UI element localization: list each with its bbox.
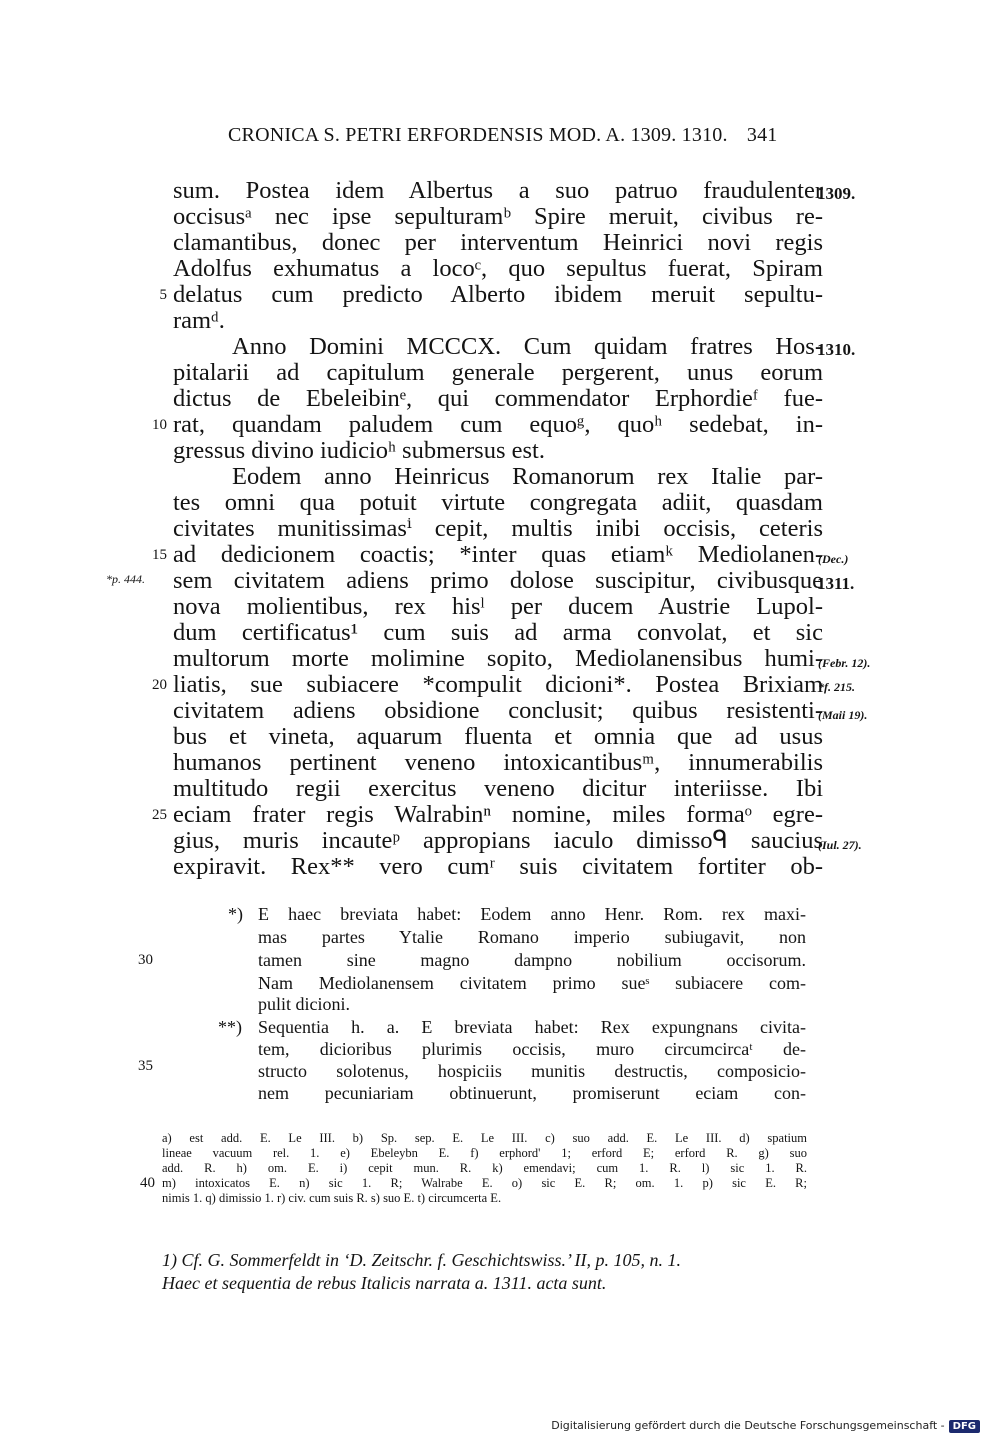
apparatus-line: m) intoxicatos E. n) sic 1. R; Walrabe E. o) sic E. R; om. 1. p) sic E. R; [162,1176,807,1190]
text-line: bus et vineta, aquarum fluenta et omnia que ad usus [173,723,823,750]
text-line: dum certificatus¹ cum suis ad arma convolat, et sic [173,619,823,646]
text-line: humanos pertinent veneno intoxicantibusᵐ, innumerabilis [173,749,823,776]
page-number: 341 [746,124,778,146]
text-line: gressus divino iudicioʰ submersus est. [173,437,545,464]
line-number: 10 [152,417,167,433]
footnote-line: tem, dicioribus plurimis occisis, muro circumcircaᵗ de- [258,1039,806,1059]
text-line: nova molientibus, rex hisˡ per ducem Austrie Lupol- [173,593,823,620]
header-title: CRONICA S. PETRI ERFORDENSIS MOD. A. 1309. 1310. [228,124,728,146]
line-number: 20 [152,677,167,693]
margin-date: (Febr. 12). [818,656,871,670]
margin-year: 1311. [817,574,855,593]
text-line: dictus de Ebeleibinᵉ, qui commendator Erphordieᶠ fue- [173,385,823,412]
text-line: rat, quandam paludem cum equoᵍ, quoʰ sedebat, in- [173,411,823,438]
text-line: gius, muris incauteᵖ appropians iaculo dimissoᑫ saucius [173,827,823,854]
text-line: multitudo regii exercitus veneno dicitur interiisse. Ibi [173,775,823,802]
line-number: 30 [138,952,153,968]
line-number: 40 [140,1175,155,1191]
margin-year: 1310. [817,340,856,359]
text-line: Adolfus exhumatus a locoᶜ, quo sepultus fuerat, Spiram [173,255,823,282]
apparatus-line: nimis 1. q) dimissio 1. r) civ. cum suis R. s) suo E. t) circumcerta E. [162,1191,502,1205]
text-line: sum. Postea idem Albertus a suo patruo fraudulenter [173,177,823,204]
text-line: civitatem adiens obsidione conclusit; quibus resistenti- [173,697,823,724]
text-line: pitalarii ad capitulum generale pergerent, unus eorum [173,359,823,386]
text-line: Anno Domini MCCCX. Cum quidam fratres Hos- [232,333,823,360]
text-line: expiravit. Rex** vero cumʳ suis civitatem fortiter ob- [173,853,823,880]
digitization-text: Digitalisierung gefördert durch die Deutsche Forschungsgemeinschaft - [551,1419,945,1432]
digitization-credit [551,1419,980,1433]
text-line: clamantibus, donec per interventum Heinrici novi regis [173,229,823,256]
footnote-line: tamen sine magno dampno nobilium occisorum. [258,950,806,970]
line-number: 15 [152,547,167,563]
text-line: Eodem anno Heinricus Romanorum rex Italie par- [232,463,823,490]
footnote-line: Sequentia h. a. E breviata habet: Rex expungnans civita- [258,1017,806,1037]
text-line: ramᵈ. [173,307,225,334]
footnote-line: Nam Mediolanensem civitatem primo sueˢ subiacere com- [258,973,806,993]
margin-page-ref: *p. 444. [106,572,145,586]
margin-year: 1309. [817,184,856,203]
text-line: civitates munitissimasⁱ cepit, multis inibi occisis, ceteris [173,515,823,542]
margin-date: (Maii 19). [818,708,868,722]
footnote-line: mas partes Ytalie Romano imperio subiugavit, non [258,927,806,947]
text-line: liatis, sue subiacere *compulit dicioni*. Postea Brixiam [173,671,823,698]
margin-date: (Iul. 27). [818,838,862,852]
line-number: 25 [152,807,167,823]
text-line: eciam frater regis Walrabinⁿ nomine, miles formaᵒ egre- [173,801,823,828]
running-header [228,124,777,147]
apparatus-line: a) est add. E. Le III. b) Sp. sep. E. Le III. c) suo add. E. Le III. d) spatium [162,1131,807,1145]
footnote-line: nem pecuniariam obtinuerunt, promiserunt eciam con- [258,1083,806,1103]
footnote-mark: *) [228,904,243,924]
footnote-mark: **) [218,1017,242,1037]
text-line: tes omni qua potuit virtute congregata adiit, quasdam [173,489,823,516]
line-number: 35 [138,1058,153,1074]
text-line: delatus cum predicto Alberto ibidem meruit sepultu- [173,281,823,308]
apparatus-line: lineae vacuum rel. 1. e) Ebeleybn E. f) erphord' 1; erford E; erford R. g) suo [162,1146,807,1160]
footnote-line: E haec breviata habet: Eodem anno Henr. Rom. rex maxi- [258,904,806,924]
text-line: ad dedicionem coactis; *inter quas etiamᵏ Mediolanen- [173,541,823,568]
margin-folio-ref: *f. 215. [818,680,855,694]
line-number: 5 [159,287,167,303]
editor-note-line: 1) Cf. G. Sommerfeldt in ‘D. Zeitschr. f. Geschichtswiss.’ II, p. 105, n. 1. [162,1250,681,1270]
apparatus-line: add. R. h) om. E. i) cepit mun. R. k) emendavi; cum 1. R. l) sic 1. R. [162,1161,807,1175]
footnote-line: structo solotenus, hospiciis munitis destructis, composicio- [258,1061,806,1081]
text-line: sem civitatem adiens primo dolose suscipitur, civibusque [173,567,823,594]
footnote-line: pulit dicioni. [258,994,350,1014]
editor-note-line: Haec et sequentia de rebus Italicis narrata a. 1311. acta sunt. [162,1273,607,1293]
margin-date: (Dec.) [818,552,849,566]
text-line: occisusᵃ nec ipse sepulturamᵇ Spire meruit, civibus re- [173,203,823,230]
dfg-logo: DFG [949,1420,980,1433]
text-line: multorum morte molimine sopito, Mediolanensibus humi- [173,645,823,672]
